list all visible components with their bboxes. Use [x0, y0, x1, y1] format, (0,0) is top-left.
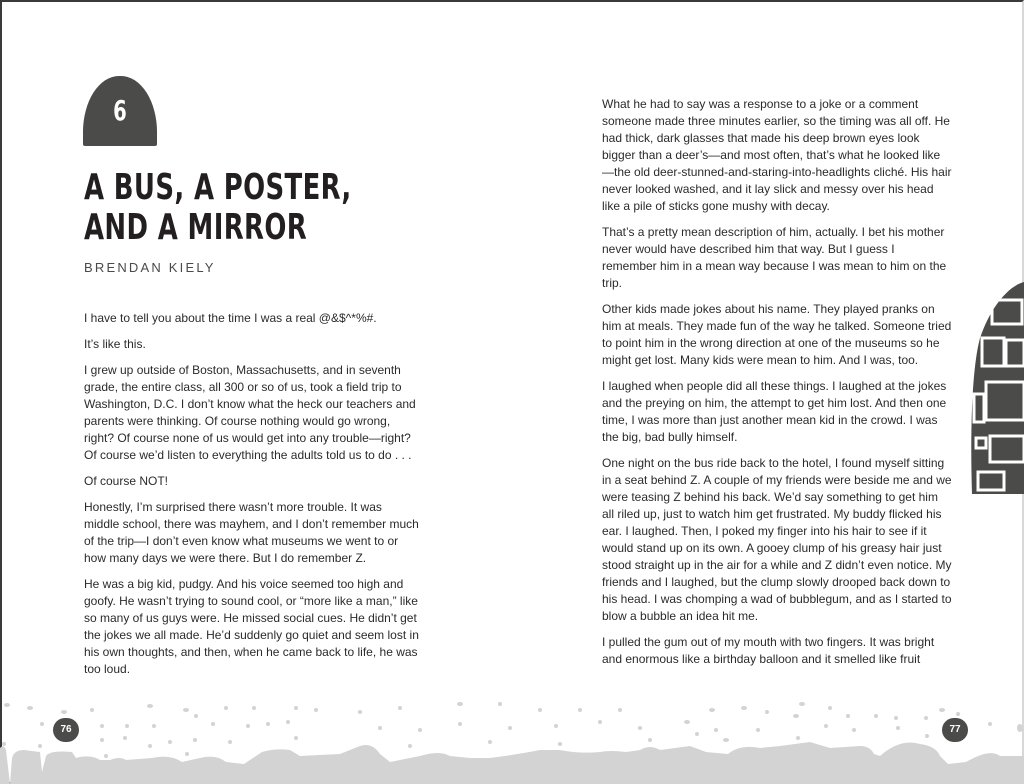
- paragraph: Of course NOT!: [84, 474, 169, 488]
- page-number-right: 77: [942, 718, 968, 742]
- paragraph: I laughed when people did all these things. I laughed at the jokes and the preying on him, the attempt to get him lost. And then one time, I was more than just another mean kid in the crowd. I was the big, bad bully himself.: [602, 379, 947, 444]
- chapter-title: [84, 167, 352, 248]
- paragraph: I have to tell you about the time I was a real @&$^*%#.: [84, 311, 377, 325]
- paragraph: What he had to say was a response to a joke or a comment someone made three minutes earlier, so the timing was all off. He had thick, dark glasses that made his deep brown eyes look bigger than a deer’s—and most often, that’s what he looked like—the old deer-stunned-and-staring-into-headlights cliché. His hair never looked washed, and it lay slick and messy over his head like a pile of sticks gone mushy with decay.: [602, 97, 952, 213]
- page-number-left: 76: [53, 718, 79, 742]
- chapter-title-line1: A BUS, A POSTER,: [84, 167, 352, 208]
- paragraph: I grew up outside of Boston, Massachusetts, and in seventh grade, the entire class, all 300 or so of us, took a field trip to Washington, D.C. I don’t know what the heck our teachers and parents were thinking. Of course nothing would go wrong, right? Of course none of us would get into any trouble—right? Of course we’d listen to everything the adults told us to do . . .: [84, 363, 416, 462]
- chapter-number: 6: [113, 94, 127, 127]
- right-page: [512, 0, 1024, 784]
- paragraph: It’s like this.: [84, 337, 146, 351]
- chapter-title-line2: AND A MIRROR: [84, 207, 308, 248]
- paragraph: One night on the bus ride back to the hotel, I found myself sitting in a seat behind Z. A couple of my friends were beside me and we were teasing Z behind his back. We’d say something to get him all riled up, just to watch him get frustrated. My buddy flicked his ear. I laughed. Then, I poked my finger into his hair to see if it would stand up on its own. A gooey clump of his greasy hair just stood straight up in the air for a while and Z didn’t even notice. My friends and I laughed, but the clump slowly drooped back down to his head. I was chomping a wad of bubblegum, and as I started to blow a bubble an idea hit me.: [602, 456, 952, 623]
- footer-decoration: [0, 684, 1024, 784]
- right-body-text: [602, 96, 952, 677]
- chapter-number-badge: [83, 76, 157, 146]
- author-name: BRENDAN KIELY: [84, 260, 216, 275]
- paragraph: Other kids made jokes about his name. They played pranks on him at meals. They made fun of the way he talked. Someone tried to point him in the wrong direction at one of the museums so he might get lost. Many kids were mean to him. And I was, too.: [602, 302, 952, 367]
- left-body-text: [84, 310, 420, 687]
- paragraph: He was a big kid, pudgy. And his voice seemed too high and goofy. He wasn’t trying to sound cool, or “more like a man,” like so many of us guys were. He missed social cues. He didn’t get the jokes we all made. He’d suddenly go quiet and seem lost in his own thoughts, and then, when he came back to life, he was too loud.: [84, 577, 419, 676]
- paragraph: I pulled the gum out of my mouth with two fingers. It was bright and enormous like a birthday balloon and it smelled like fruit: [602, 635, 935, 666]
- building-illustration-icon: [968, 278, 1024, 494]
- paragraph: That’s a pretty mean description of him, actually. I bet his mother never would have described him that way. But I guess I remember him in a mean way because I was mean to him on the trip.: [602, 225, 947, 290]
- paragraph: Honestly, I’m surprised there wasn’t more trouble. It was middle school, there was mayhem, and I don’t remember much of the trip—I don’t even know what museums we went to or how many days we were there. But I do remember Z.: [84, 500, 419, 565]
